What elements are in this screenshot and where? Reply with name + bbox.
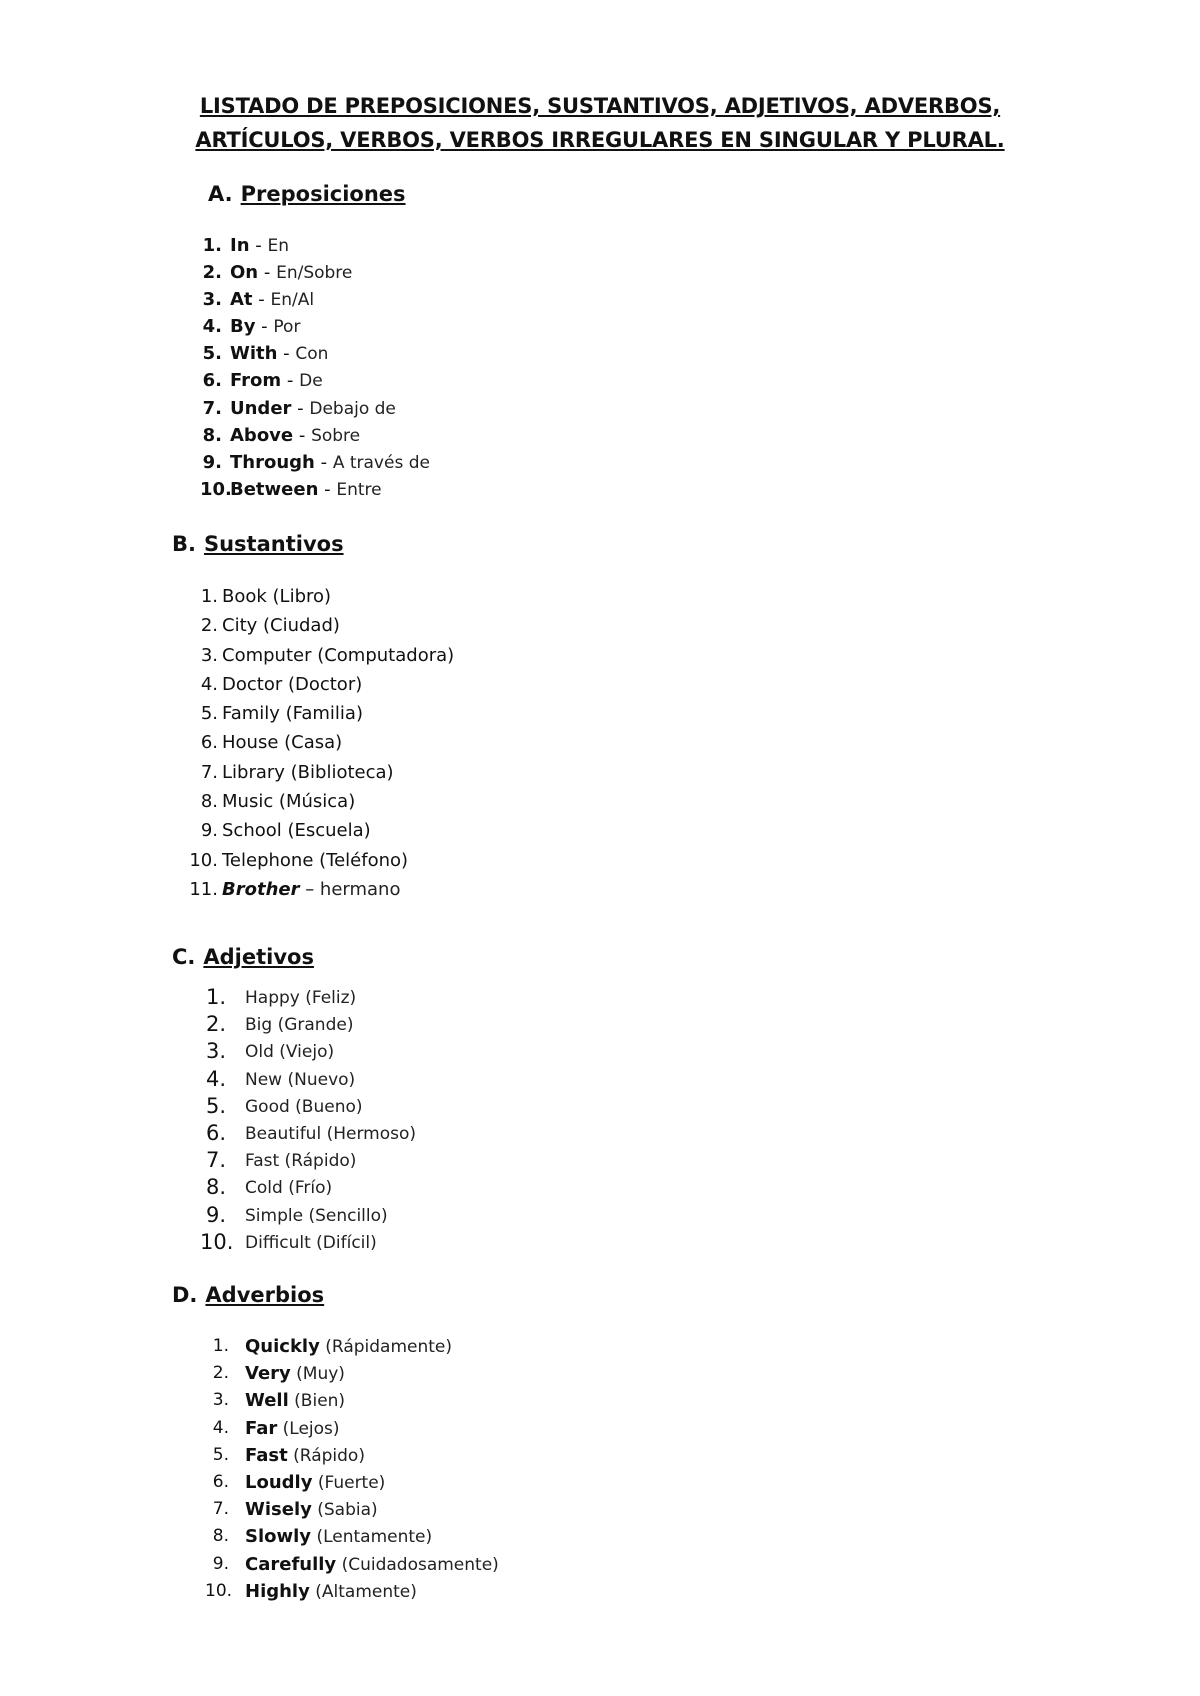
section-d-heading <box>172 1283 324 1307</box>
list-item <box>200 1093 416 1120</box>
item-number: 1. <box>200 586 218 607</box>
item-number: 4. <box>202 316 222 338</box>
list-item <box>180 641 454 670</box>
item-separator: - <box>252 289 271 311</box>
item-number: 4. <box>200 673 218 695</box>
item-translation: (Sabia) <box>311 1500 378 1521</box>
item-translation: (Lentamente) <box>311 1527 433 1548</box>
item-text: Doctor (Doctor) <box>222 673 363 695</box>
list-item <box>200 367 430 394</box>
item-term: At <box>230 289 253 311</box>
section-title: Sustantivos <box>203 532 344 556</box>
item-number: 8. <box>200 791 218 813</box>
item-translation: Con <box>295 344 329 365</box>
title-line-2: ARTÍCULOS, VERBOS, VERBOS IRREGULARES EN SINGULAR Y PLURAL. <box>195 128 1005 152</box>
item-translation: Por <box>273 317 301 338</box>
section-b-heading <box>172 532 344 556</box>
list-item <box>200 476 430 503</box>
item-text: Simple (Sencillo) <box>245 1205 388 1226</box>
item-term: From <box>230 370 282 392</box>
item-number: 2. <box>202 262 222 284</box>
section-letter: B. <box>172 532 196 556</box>
item-term: Very <box>245 1363 291 1385</box>
item-translation: hermano <box>319 878 401 900</box>
item-number: 3. <box>205 1039 226 1064</box>
item-number: 9. <box>205 1202 226 1227</box>
item-translation: Sobre <box>311 425 361 446</box>
item-separator: - <box>281 370 300 392</box>
item-number: 9. <box>200 820 218 842</box>
list-item <box>200 1038 416 1065</box>
item-number: 1. <box>212 1336 229 1356</box>
item-number: 5. <box>200 703 218 725</box>
item-translation: De <box>299 371 323 392</box>
item-term: Slowly <box>245 1526 312 1548</box>
item-text: Happy (Feliz) <box>245 988 357 1008</box>
section-letter: A. <box>208 182 233 206</box>
section-c-heading <box>172 945 314 969</box>
list-item <box>205 1442 499 1469</box>
item-separator: - <box>318 478 337 500</box>
list-item <box>200 1147 416 1174</box>
item-separator: - <box>314 451 333 473</box>
item-term: Between <box>230 478 319 500</box>
item-number: 6. <box>200 732 218 754</box>
item-number: 10. <box>189 849 218 871</box>
item-translation: En <box>267 236 289 256</box>
list-item <box>205 1415 499 1442</box>
item-separator: - <box>277 343 296 365</box>
list-item <box>200 422 430 449</box>
item-number: 3. <box>212 1390 229 1411</box>
item-text: Computer (Computadora) <box>222 644 455 666</box>
list-item <box>205 1551 499 1578</box>
list-item <box>200 1066 416 1093</box>
item-number: 6. <box>212 1471 229 1492</box>
item-text: Telephone (Teléfono) <box>222 849 409 871</box>
section-title: Preposiciones <box>240 182 406 206</box>
list-item <box>180 846 454 875</box>
list-item <box>180 875 454 904</box>
list-item <box>205 1523 499 1550</box>
item-term: Far <box>245 1417 278 1439</box>
list-item <box>200 259 430 286</box>
list-item <box>180 787 454 816</box>
item-text: Old (Viejo) <box>245 1042 335 1063</box>
list-item <box>180 582 454 611</box>
item-term: Carefully <box>245 1553 337 1575</box>
list-item <box>200 984 416 1011</box>
adjectives-list <box>200 984 416 1256</box>
list-item <box>205 1360 499 1387</box>
list-item <box>180 670 454 699</box>
item-translation: En/Sobre <box>276 263 353 284</box>
item-number: 2. <box>200 615 218 637</box>
item-term: Under <box>230 397 292 419</box>
item-term: Loudly <box>245 1471 313 1493</box>
section-letter: D. <box>172 1283 198 1307</box>
item-term: Fast <box>245 1444 288 1466</box>
item-text: Good (Bueno) <box>245 1096 363 1117</box>
item-separator: - <box>258 262 277 284</box>
item-text: Cold (Frío) <box>245 1178 333 1199</box>
item-number: 1. <box>205 985 226 1009</box>
item-translation: (Muy) <box>290 1364 345 1385</box>
item-text: City (Ciudad) <box>222 615 340 637</box>
section-title: Adverbios <box>205 1283 325 1307</box>
item-translation: (Cuidadosamente) <box>336 1554 499 1575</box>
list-item <box>205 1333 499 1360</box>
item-text: Family (Familia) <box>222 703 363 725</box>
item-translation: (Fuerte) <box>312 1472 386 1493</box>
list-item <box>180 699 454 728</box>
item-number: 5. <box>205 1093 226 1118</box>
item-text: Fast (Rápido) <box>245 1151 357 1172</box>
item-translation: (Rápidamente) <box>319 1337 453 1357</box>
item-translation: Entre <box>336 479 382 500</box>
list-item <box>180 728 454 757</box>
item-text: House (Casa) <box>222 732 343 754</box>
list-item <box>200 313 430 340</box>
item-translation: (Altamente) <box>309 1581 417 1602</box>
item-translation: Debajo de <box>309 398 396 419</box>
item-number: 9. <box>202 451 222 473</box>
item-separator: - <box>293 424 312 446</box>
item-separator: - <box>291 397 310 419</box>
item-number: 10. <box>200 1229 234 1254</box>
item-number: 8. <box>212 1526 229 1547</box>
list-item <box>200 1229 416 1256</box>
item-text: New (Nuevo) <box>245 1069 356 1090</box>
item-number: 8. <box>205 1175 226 1200</box>
item-text: Beautiful (Hermoso) <box>245 1123 417 1144</box>
item-term: By <box>230 316 256 338</box>
list-item <box>200 449 430 476</box>
item-number: 4. <box>212 1417 229 1438</box>
item-term: Well <box>245 1390 289 1412</box>
section-title: Adjetivos <box>203 945 314 969</box>
item-term: In <box>230 235 250 256</box>
item-number: 3. <box>200 644 218 666</box>
list-item <box>205 1387 499 1414</box>
item-number: 5. <box>212 1444 229 1465</box>
adverbs-list <box>205 1333 499 1605</box>
item-translation: (Bien) <box>288 1391 346 1412</box>
item-text: Big (Grande) <box>245 1015 354 1036</box>
item-text: Difficult (Difícil) <box>245 1232 377 1253</box>
item-separator: - <box>255 316 274 338</box>
item-term: On <box>230 262 259 284</box>
item-term: Through <box>230 451 315 473</box>
nouns-list <box>180 582 454 904</box>
document-title <box>0 89 1200 157</box>
item-number: 2. <box>212 1363 229 1384</box>
list-item <box>200 1120 416 1147</box>
item-separator: – <box>299 878 320 900</box>
item-number: 3. <box>202 289 222 311</box>
section-letter: C. <box>172 945 196 969</box>
item-text: School (Escuela) <box>222 820 371 842</box>
item-number: 11. <box>189 878 218 900</box>
list-item <box>205 1578 499 1605</box>
item-translation: En/Al <box>270 290 315 311</box>
item-number: 7. <box>202 397 222 419</box>
list-item <box>180 758 454 787</box>
item-number: 10. <box>205 1580 233 1601</box>
item-term: Above <box>230 424 294 446</box>
item-number: 6. <box>205 1120 226 1145</box>
item-term: Quickly <box>245 1336 320 1357</box>
item-separator: - <box>249 235 268 256</box>
item-number: 1. <box>202 235 222 256</box>
item-number: 7. <box>212 1499 229 1520</box>
prepositions-list <box>200 232 430 503</box>
item-term: Wisely <box>245 1499 312 1521</box>
item-text: Book (Libro) <box>222 586 332 607</box>
item-text: Music (Música) <box>222 791 356 813</box>
item-translation: A través de <box>332 452 430 473</box>
list-item <box>200 1011 416 1038</box>
item-term: With <box>230 343 278 365</box>
item-number: 9. <box>212 1553 229 1574</box>
list-item <box>180 816 454 845</box>
list-item <box>200 1174 416 1201</box>
item-number: 7. <box>200 761 218 783</box>
list-item <box>200 286 430 313</box>
list-item <box>200 340 430 367</box>
list-item <box>200 395 430 422</box>
list-item <box>200 1202 416 1229</box>
list-item <box>205 1469 499 1496</box>
list-item <box>200 232 430 259</box>
item-text: Library (Biblioteca) <box>222 761 394 783</box>
item-translation: (Rápido) <box>287 1445 365 1466</box>
item-number: 4. <box>205 1066 226 1091</box>
item-number: 5. <box>202 343 222 365</box>
list-item <box>180 611 454 640</box>
item-term: Brother <box>222 878 300 900</box>
item-number: 2. <box>205 1012 226 1037</box>
item-number: 7. <box>205 1148 226 1173</box>
item-translation: (Lejos) <box>277 1418 340 1439</box>
item-number: 8. <box>202 424 222 446</box>
section-a-heading <box>208 182 406 206</box>
item-term: Highly <box>245 1580 310 1602</box>
title-line-1: LISTADO DE PREPOSICIONES, SUSTANTIVOS, ADJETIVOS, ADVERBOS, <box>199 94 1001 118</box>
item-number: 6. <box>202 370 222 392</box>
item-number: 10. <box>200 478 232 500</box>
list-item <box>205 1496 499 1523</box>
